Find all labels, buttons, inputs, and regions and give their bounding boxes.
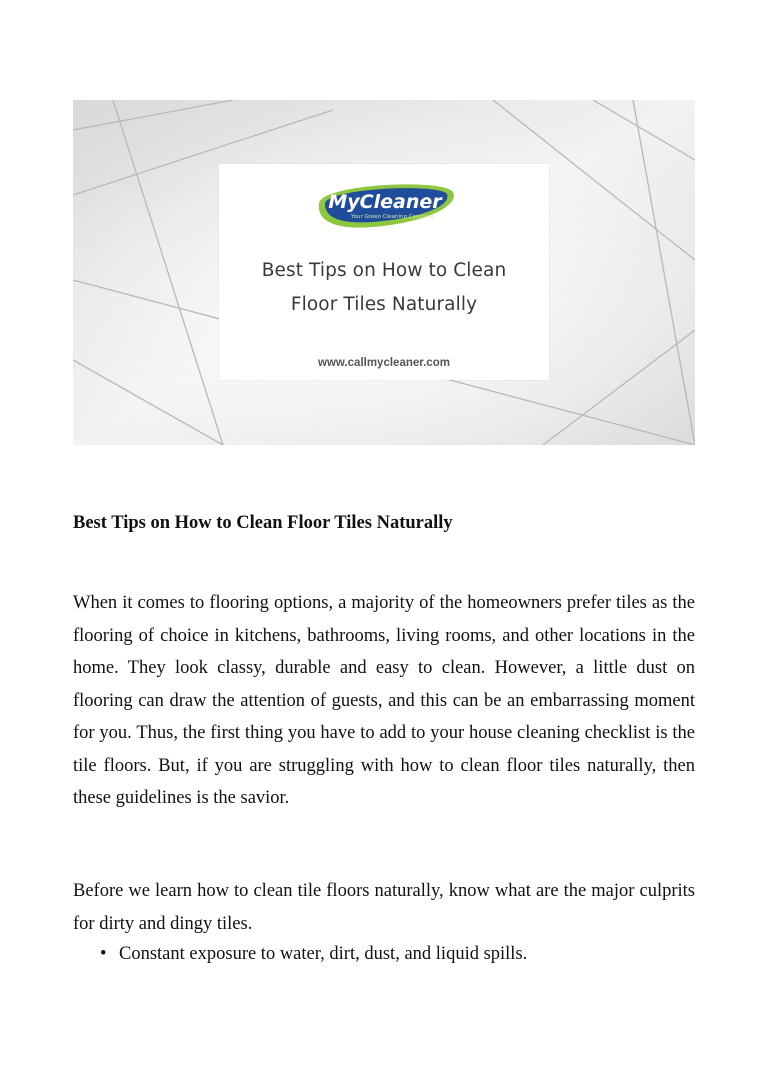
hero-title-line-2: Floor Tiles Naturally xyxy=(290,294,478,315)
list-item xyxy=(100,938,527,971)
hero-card xyxy=(219,164,549,380)
list-item-text: Constant exposure to water, dirt, dust, and liquid spills. xyxy=(119,944,528,964)
culprits-list xyxy=(100,938,527,971)
hero-image xyxy=(73,100,695,445)
bullet-icon: • xyxy=(100,944,107,964)
hero-title-line-1: Best Tips on How to Clean xyxy=(261,260,507,281)
paragraph-culprits: Before we learn how to clean tile floors naturally, know what are the major culprits for dirty and dingy tiles. xyxy=(73,881,695,934)
hero-url: www.callmycleaner.com xyxy=(318,357,450,369)
logo-brand: MyCleaner xyxy=(328,191,442,213)
mycleaner-logo-icon xyxy=(313,174,457,234)
logo-tagline: Your Green Cleaning Company xyxy=(351,214,435,220)
paragraph-intro: When it comes to flooring options, a majority of the homeowners prefer tiles as the flooring of choice in kitchens, bathrooms, living rooms, and other locations in the home. They look classy, durable and easy to clean. However, a little dust on flooring can draw the attention of guests, and this can be an embarrassing moment for you. Thus, the first thing you have to add to your house cleaning checklist is the tile floors. But, if you are struggling with how to clean floor tiles naturally, then these guidelines is the savior. xyxy=(73,593,695,808)
article-heading: Best Tips on How to Clean Floor Tiles Naturally xyxy=(73,513,453,533)
